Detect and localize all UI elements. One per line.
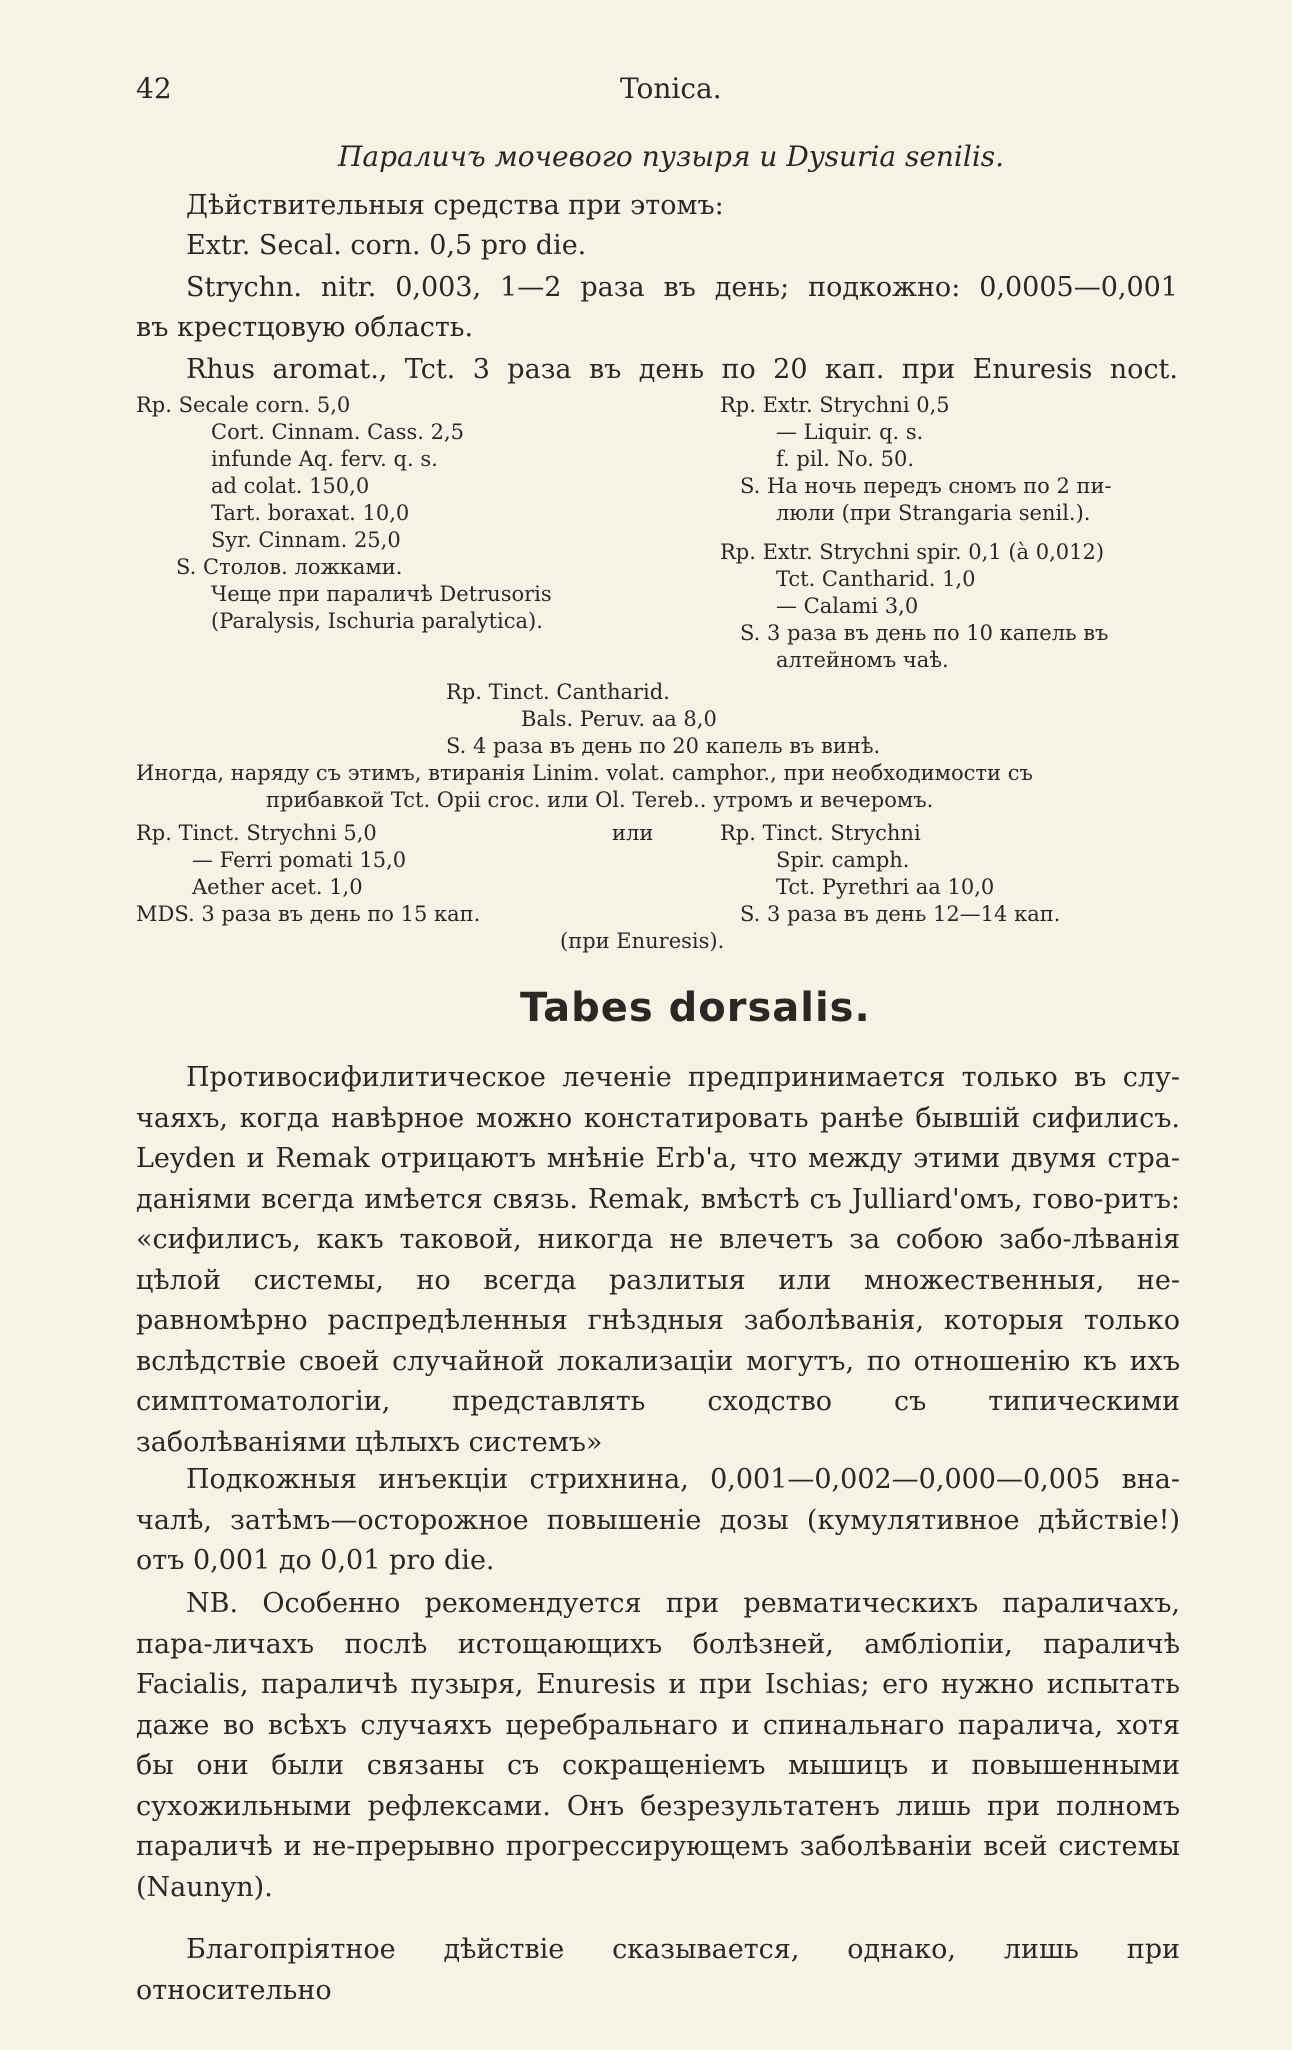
prescription-center [446,679,880,760]
rx-line: — Ferri pomati 15,0 [192,848,407,872]
paragraph-text: Противосифилитическое леченіе предпринимается только въ слу-чаяхъ, когда навѣрное можно констатировать ранѣе бывшій сифилисъ. Leyden и Remak отрицаютъ мнѣніе Erb'а, что между этими двумя стра-даніями всегда имѣется связь. Remak, вмѣстѣ съ Julliard'омъ, гово-ритъ: «сифилисъ, какъ таковой, никогда не влечетъ за собою забо-лѣванія цѣлой системы, но всегда разлитыя или множественныя, не-равномѣрно распредѣленныя гнѣздныя заболѣванія, которыя только вслѣдствіе своей случайной локализаціи могутъ, по отношенію къ ихъ симптоматологіи, представлять сходство съ типическими заболѣваніями цѣлыхъ системъ» [136,1062,1180,1458]
rx-line: f. pil. No. 50. [776,447,914,471]
prescription-left-2 [136,820,480,928]
body-line: Rhus aromat., Tct. 3 раза въ день по 20 кап. при Enuresis noct. [186,354,1178,385]
rx-line: Cort. Cinnam. Cass. 2,5 [211,420,465,444]
paragraph-3 [136,1584,1180,1924]
rx-line: S. 4 раза въ день по 20 капель въ винѣ. [446,734,881,758]
rx-line: Tart. boraxat. 10,0 [211,501,410,525]
prescription-left [136,392,552,635]
rx-or: или [612,821,654,845]
rx-line: — Calami 3,0 [776,594,919,618]
rx-line: S. 3 раза въ день 12—14 кап. [740,902,1061,926]
paragraph-2 [136,1460,1180,1585]
rx-enuresis: (при Enuresis). [560,929,725,953]
section-title-tabes: Tabes dorsalis. [520,985,871,1031]
body-line: Extr. Secal. corn. 0,5 pro die. [186,230,587,261]
rx-line: ad colat. 150,0 [211,474,370,498]
rx-line: S. Столов. ложками. [176,555,403,579]
prescription-right-2 [720,820,1060,928]
rx-line: Syr. Cinnam. 25,0 [211,528,401,552]
rx-line: S. На ночь передъ сномъ по 2 пи- [740,474,1112,498]
rx-line: алтейномъ чаѣ. [776,648,949,672]
paragraph-text: Благопріятное дѣйствіе сказывается, однако, лишь при относительно [136,1934,1180,2006]
paragraph-text: Подкожныя инъекціи стрихнина, 0,001—0,002—0,000—0,005 вна-чалѣ, затѣмъ—осторожное повышеніе дозы (кумулятивное дѣйствіе!) отъ 0,001 до 0,01 pro die. [136,1464,1180,1576]
prescription-right [720,392,1112,674]
rx-line: люли (при Strangaria senil.). [776,501,1091,525]
rx-line: infunde Aq. ferv. q. s. [211,447,438,471]
body-line: въ крестцовую область. [136,312,474,343]
rx-line: Tct. Cantharid. 1,0 [776,567,976,591]
rx-line: Rp. Extr. Strychni 0,5 [720,393,950,417]
paragraph-1 [136,1058,1180,1458]
note-line: Иногда, наряду съ этимъ, втиранія Linim. volat. camphor., при необходимости съ [136,761,1033,785]
body-line: Дѣйствительныя средства при этомъ: [186,190,724,221]
rx-line: — Liquir. q. s. [776,420,924,444]
rx-line: MDS. 3 раза въ день по 15 кап. [136,902,481,926]
rx-line: Aether acet. 1,0 [192,875,363,899]
rx-line: Чеще при параличѣ Detrusoris [211,582,552,606]
rx-line: Bals. Peruv. aa 8,0 [521,707,717,731]
rx-line: Rp. Secale corn. 5,0 [136,393,351,417]
rx-line: S. 3 раза въ день по 10 капель въ [740,621,1109,645]
page-number: 42 [136,72,172,105]
rx-line: Rp. Tinct. Cantharid. [446,680,670,704]
paragraph-4 [136,1930,1180,2006]
rx-line: (Paralysis, Ischuria paralytica). [211,609,543,633]
rx-line: Rp. Tinct. Strychni 5,0 [136,821,377,845]
rx-line: Rp. Tinct. Strychni [720,821,921,845]
note-line: прибавкой Tct. Opii croc. или Ol. Tereb.. утромъ и вечеромъ. [266,788,934,812]
rx-line: Rp. Extr. Strychni spir. 0,1 (à 0,012) [720,540,1105,564]
rx-line: Tct. Pyrethri aa 10,0 [776,875,995,899]
rx-line: Spir. camph. [776,848,910,872]
section-title-paralysis: Параличъ мочевого пузыря и Dysuria senilis. [338,140,1005,173]
body-line: Strychn. nitr. 0,003, 1—2 раза въ день; подкожно: 0,0005—0,001 [186,272,1178,303]
running-title: Tonica. [620,72,722,105]
note-block [136,760,1033,814]
paragraph-text: NB. Особенно рекомендуется при ревматическихъ параличахъ, пара-личахъ послѣ истощающихъ болѣзней, амбліопіи, параличѣ Facialis, параличѣ пузыря, Enuresis и при Ischias; его нужно испытать даже во всѣхъ случаяхъ церебральнаго и спинальнаго паралича, хотя бы они были связаны съ сокращеніемъ мышицъ и повышенными сухожильными рефлексами. Онъ безрезультатенъ лишь при полномъ параличѣ и не-прерывно прогрессирующемъ заболѣваніи всей системы (Naunyn). [136,1588,1180,1903]
